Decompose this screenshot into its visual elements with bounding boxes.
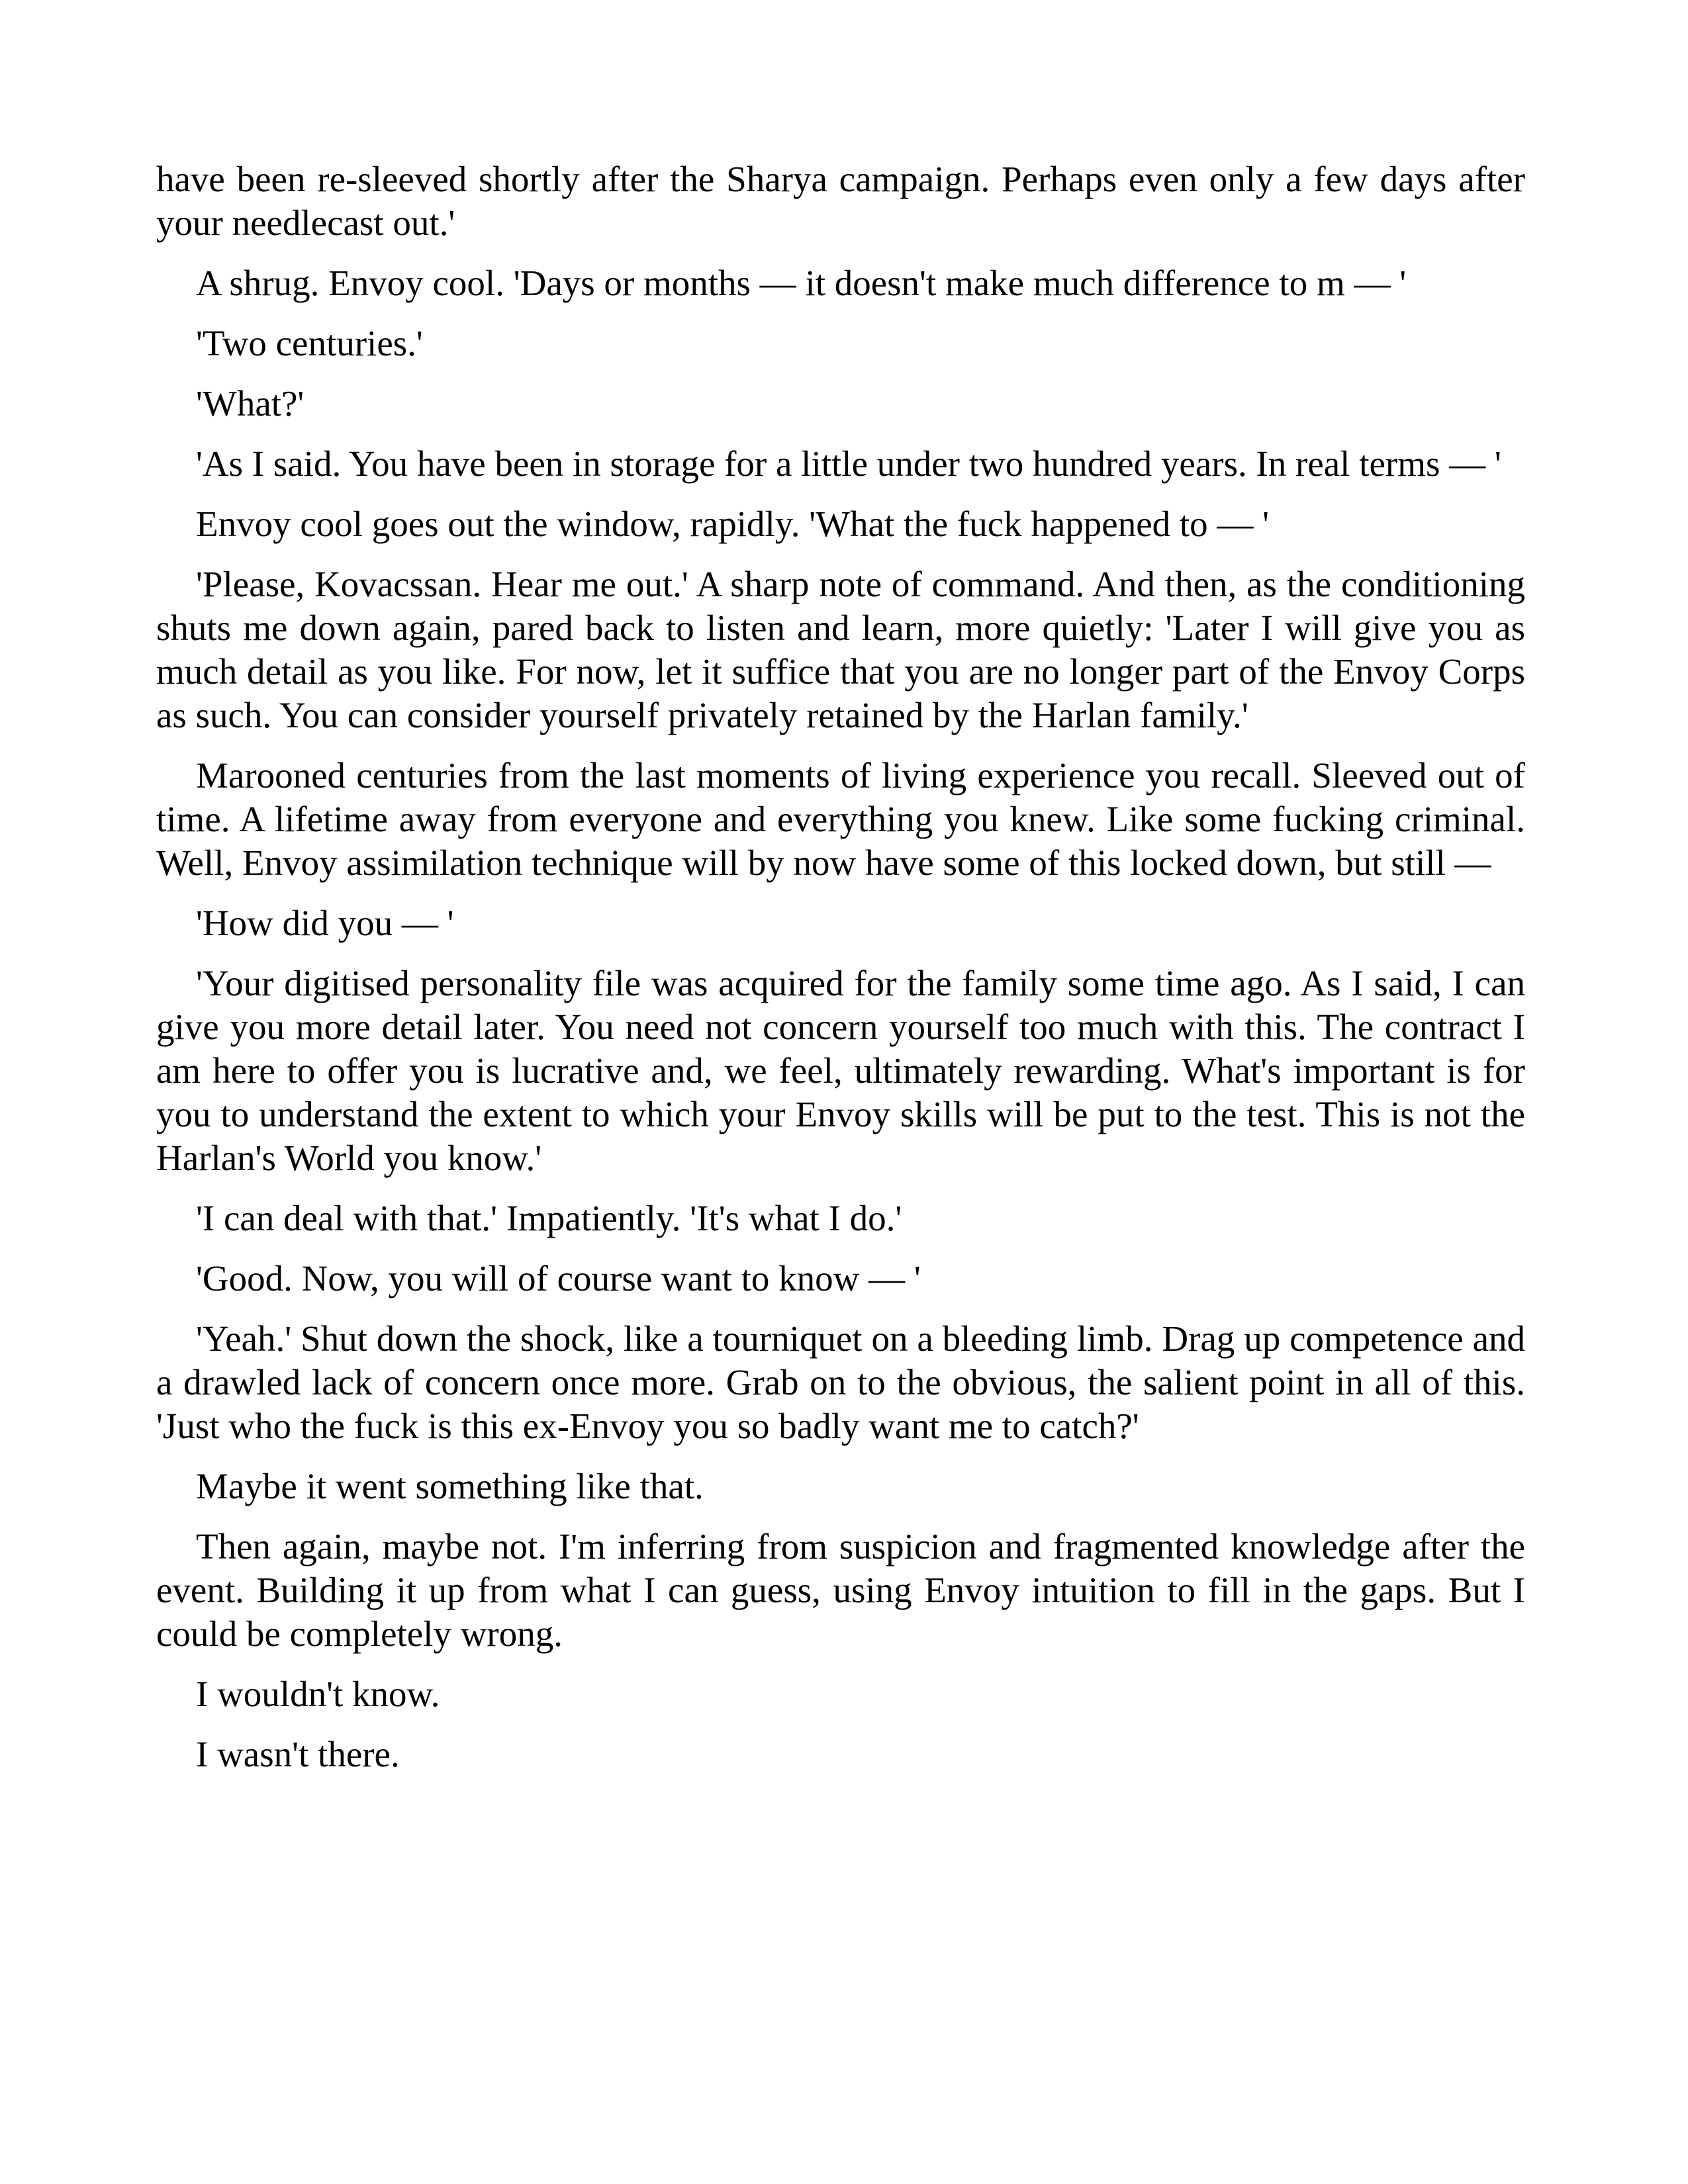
paragraph: 'How did you — ' [196,903,454,943]
paragraph: Then again, maybe not. I'm inferring from suspicion and fragmented knowledge after the event. Building it up from what I can guess, using Envoy intuition to fill in the gaps. But I could be completely wrong. [156,1526,1525,1654]
paragraph: have been re-sleeved shortly after the Sharya campaign. Perhaps even only a few days after your needlecast out.' [156,159,1525,243]
paragraph: I wasn't there. [196,1734,400,1774]
paragraph: I wouldn't know. [196,1674,440,1714]
paragraph: 'I can deal with that.' Impatiently. 'It's what I do.' [196,1198,902,1238]
paragraph: Marooned centuries from the last moments of living experience you recall. Sleeved out of time. A lifetime away from everyone and everything you knew. Like some fucking criminal. Well, Envoy assimilation technique will by now have some of this locked down, but still — [156,755,1525,883]
paragraph: 'As I said. You have been in storage for a little under two hundred years. In real terms — ' [196,443,1501,484]
paragraph: 'Two centuries.' [196,323,423,363]
page-body [156,158,1525,1793]
paragraph: 'Your digitised personality file was acquired for the family some time ago. As I said, I can give you more detail later. You need not concern yourself too much with this. The contract I am here to offer you is lucrative and, we feel, ultimately rewarding. What's important is for you to understand the extent to which your Envoy skills will be put to the test. This is not the Harlan's World you know.' [156,963,1525,1178]
paragraph: Maybe it went something like that. [196,1466,704,1506]
paragraph: Envoy cool goes out the window, rapidly. 'What the fuck happened to — ' [196,504,1270,544]
paragraph: A shrug. Envoy cool. 'Days or months — it doesn't make much difference to m — ' [196,263,1407,303]
paragraph: 'What?' [196,383,305,424]
paragraph: 'Good. Now, you will of course want to know — ' [196,1258,921,1298]
paragraph: 'Yeah.' Shut down the shock, like a tourniquet on a bleeding limb. Drag up competence and a drawled lack of concern once more. Grab on to the obvious, the salient point in all of this. 'Just who the fuck is this ex-Envoy you so badly want me to catch?' [156,1318,1525,1446]
paragraph: 'Please, Kovacssan. Hear me out.' A sharp note of command. And then, as the conditioning shuts me down again, pared back to listen and learn, more quietly: 'Later I will give you as much detail as you like. For now, let it suffice that you are no longer part of the Envoy Corps as such. You can consider yourself privately retained by the Harlan family.' [156,564,1525,735]
